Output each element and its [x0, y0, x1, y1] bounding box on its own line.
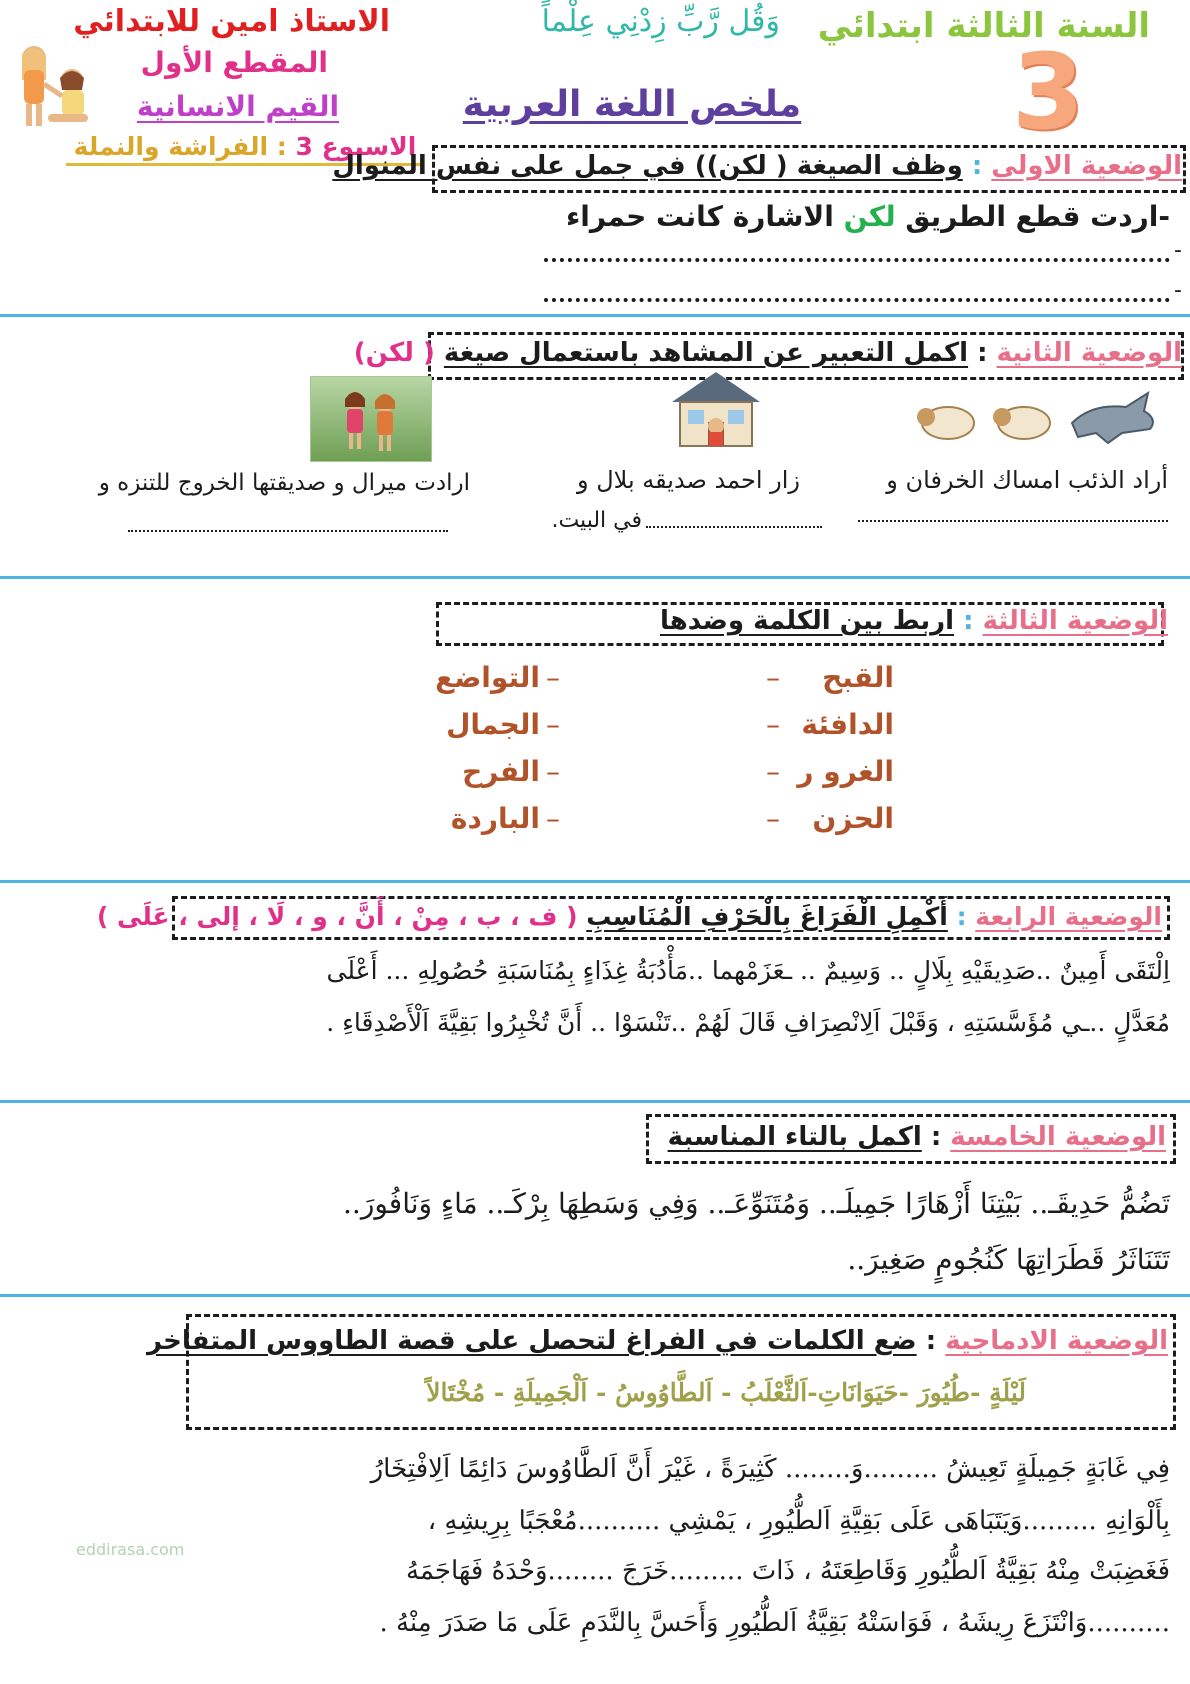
- s2-instruction: اكمل التعبير عن المشاهد باستعمال صيغة: [443, 338, 969, 368]
- s6-separator: :: [925, 1326, 937, 1356]
- s5-title: [668, 1122, 1166, 1152]
- s2-keyword: ( لكن): [353, 338, 435, 368]
- s1-example-end: الاشارة كانت حمراء: [565, 200, 844, 233]
- s1-label: الوضعية الاولى: [991, 151, 1182, 181]
- s3-left-dashes: [766, 654, 780, 842]
- s2-label: الوضعية الثانية: [996, 338, 1182, 368]
- s4-line-2: مُعَدَّلٍ ..ـي مُؤَسَّسَتِهِ ، وَقَبْلَ اَلِانْصِرَافِ قَالَ لَهُمْ ..تَنْسَوْا .. أَنَّ تُخْبِرُوا بَقِيَّةَ اَلْأَصْدِقَاءِ .: [326, 1008, 1170, 1037]
- wolf-sheep-illustration: [912, 383, 1162, 449]
- s3-right-dash-3: –: [546, 755, 560, 788]
- s1-separator: :: [971, 151, 983, 181]
- s3-left-dash-3: –: [766, 755, 780, 788]
- s2-separator: :: [977, 338, 988, 368]
- s4-label: الوضعية الرابعة: [975, 902, 1162, 931]
- divider-2: [0, 576, 1190, 579]
- s2-item-house-answer-line[interactable]: [646, 526, 822, 528]
- girls-walking-illustration: [310, 376, 432, 462]
- quran-verse: وَقُل رَّبِّ زِدْنِي عِلْماً: [541, 4, 780, 39]
- summary-title: ملخص اللغة العربية: [462, 84, 802, 125]
- s1-dash-2: -: [1174, 278, 1182, 303]
- s4-line-1: اِلْتَقَى أَمِينٌ ..صَدِيقَيْهِ بِلَالٍ .. وَسِيمٌ .. ـعَزَمْهما ..مَأْدُبَةُ غِذَاءٍ بِمُنَاسَبَةِ حُصُولِهِ ... أَعْلَى: [326, 956, 1170, 985]
- s4-letters: ( ف ، ب ، مِنْ ، أَنَّ ، و ، لَا ، إلى ، عَلَى ): [96, 902, 578, 931]
- s6-story-line-3: فَغَضِبَتْ مِنْهُ بَقِيَّةُ اَلطُّيُورِ وَقَاطِعَتَهُ ، ذَاتَ .........خَرَجَ ........وَحْدَهُ فَهَاجَمَهُ: [405, 1556, 1170, 1586]
- s1-dash-1: -: [1174, 238, 1182, 263]
- s3-left-dash-4: –: [766, 802, 780, 835]
- grade-title: السنة الثالثة ابتدائي: [817, 6, 1150, 46]
- s3-right-dash-2: –: [546, 708, 560, 741]
- s3-label: الوضعية الثالثة: [982, 606, 1168, 636]
- theme-title: القيم الانسانية: [136, 90, 340, 123]
- s3-right-dashes: [546, 654, 560, 842]
- girls-illustration: [8, 40, 94, 140]
- s3-right-dash-4: –: [546, 802, 560, 835]
- s3-word-vanity[interactable]: الغرو ر: [797, 755, 894, 788]
- s6-title: [147, 1326, 1168, 1356]
- s3-word-beauty[interactable]: الجمال: [446, 708, 540, 741]
- s3-instruction: اربط بين الكلمة وضدها: [659, 606, 955, 636]
- s3-left-column: [784, 654, 894, 842]
- s5-line-2: تَتَنَاثَرُ قَطَرَاتِهَا كَنُجُومٍ صَغِيرَ..: [847, 1243, 1170, 1276]
- s1-answer-line-2[interactable]: [544, 288, 1170, 302]
- s4-instruction: أَكْمِلِ الْفَرَاغَ بِالْحَرْفِ الْمُنَاسِبِ: [586, 902, 948, 931]
- week-separator: :: [276, 132, 287, 161]
- s2-item-wolf: أراد الذئب امساك الخرفان و: [886, 466, 1168, 494]
- s3-word-warm[interactable]: الدافئة: [801, 708, 894, 741]
- s4-title: [97, 902, 1162, 931]
- grade-number: 3: [1011, 31, 1085, 153]
- girls-walking-figures: [309, 377, 431, 463]
- s3-right-dash-1: –: [546, 661, 560, 694]
- s2-item-girls-answer-line[interactable]: [128, 530, 448, 532]
- s3-left-dash-1: –: [766, 661, 780, 694]
- s5-separator: :: [930, 1122, 942, 1152]
- s5-label: الوضعية الخامسة: [950, 1122, 1166, 1152]
- s3-word-joy[interactable]: الفرح: [462, 755, 540, 788]
- s5-instruction: اكمل بالتاء المناسبة: [667, 1122, 922, 1152]
- s6-label: الوضعية الادماجية: [945, 1326, 1168, 1356]
- s2-item-wolf-answer-line[interactable]: [858, 520, 1168, 522]
- s3-left-dash-2: –: [766, 708, 780, 741]
- s1-example-lakin: لكن: [843, 200, 896, 233]
- s1-answer-line-1[interactable]: [544, 248, 1170, 262]
- s6-story-line-2: بِأَلْوَانِهِ .........وَيَتَبَاهَى عَلَى بَقِيَّةِ اَلطُّيُورِ ، يَمْشِي ..........مُعْجَبًا بِرِيشِهِ ،: [427, 1506, 1170, 1536]
- s3-word-humility[interactable]: التواضع: [435, 661, 540, 694]
- s6-word-bank: لَيْلَةٍ -طُيُورَ -حَيَوَانَاتِ-اَلثَّعْلَبُ - اَلطَّاوُوسُ - اَلْجَمِيلَةِ - مُخْتَالاً: [426, 1378, 1026, 1407]
- s6-instruction: ضع الكلمات في الفراغ لتحصل على قصة الطاووس المتفاخر: [146, 1326, 917, 1356]
- divider-4: [0, 1100, 1190, 1103]
- s2-item-girls: ارادت ميرال و صديقتها الخروج للتنزه و: [98, 470, 470, 496]
- s6-story-line-4: ..........وَانْتَزَعَ رِيشَهُ ، فَوَاسَتْهُ بَقِيَّةُ اَلطُّيُورِ وَأَحَسَّ بِالنَّدَمِ عَلَى مَا صَدَرَ مِنْهُ .: [379, 1608, 1170, 1638]
- s6-story-line-1: فِي غَابَةٍ جَمِيلَةٍ تَعِيشُ .........وَ........ كَثِيرَةً ، غَيْرَ أَنَّ اَلطَّاوُوسَ دَائِمًا اَلِافْتِخَارُ: [370, 1454, 1170, 1484]
- divider-5: [0, 1294, 1190, 1297]
- divider-1: [0, 314, 1190, 317]
- week-label: الاسبوع 3: [295, 132, 417, 161]
- s3-right-column: [420, 654, 540, 842]
- week-title: الفراشة والنملة: [73, 132, 269, 161]
- s3-word-sadness[interactable]: الحزن: [812, 802, 894, 835]
- s1-title: [332, 151, 1182, 181]
- s1-example: [566, 200, 1170, 233]
- unit-title: المقطع الأول: [140, 46, 328, 79]
- s3-title: [660, 606, 1168, 636]
- s6-watermark: eddirasa.com: [76, 1540, 185, 1559]
- s2-item-house: زار احمد صديقه بلال و: [576, 466, 800, 494]
- divider-3: [0, 880, 1190, 883]
- s5-line-1: تَضُمُّ حَدِيقَـ.. بَيْتِنَا أَزْهَارًا جَمِيلَـ.. وَمُتَنَوِّعَـ.. وَفِي وَسَطِهَا بِرْكَـ.. مَاءٍ وَنَافُورَ..: [343, 1187, 1170, 1220]
- s4-separator: :: [956, 902, 967, 931]
- s3-word-ugliness[interactable]: القبح: [822, 661, 894, 694]
- s3-word-cold[interactable]: الباردة: [450, 802, 540, 835]
- s3-separator: :: [963, 606, 974, 636]
- house-illustration: [666, 368, 766, 450]
- s2-title: [354, 338, 1182, 368]
- s1-instruction: وظف الصيغة ( لكن)) في جمل على نفس المنوال: [332, 151, 963, 181]
- teacher-name: الاستاذ امين للابتدائي: [73, 4, 390, 39]
- s2-item-house-suffix: في البيت.: [551, 508, 642, 533]
- s1-example-start: -اردت قطع الطريق: [895, 200, 1170, 233]
